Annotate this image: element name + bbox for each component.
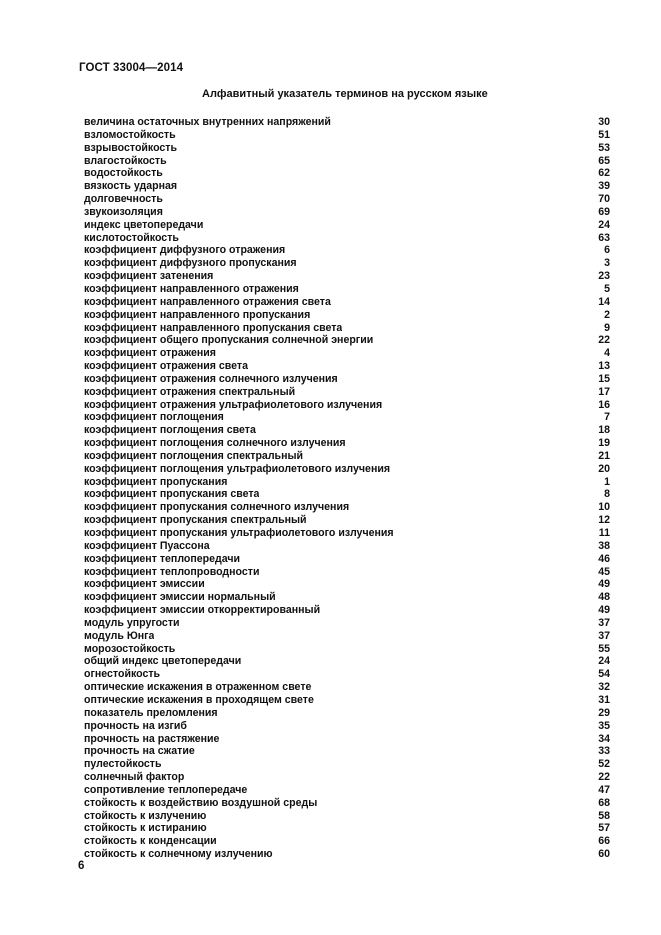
term-page-ref: 2 <box>604 308 610 321</box>
term-page-ref: 9 <box>604 321 610 334</box>
index-entry <box>84 219 610 232</box>
index-entry <box>84 206 610 219</box>
term-name: коэффициент поглощения ультрафиолетового излучения <box>84 462 391 475</box>
term-name: величина остаточных внутренних напряжений <box>84 116 331 128</box>
term-page-ref: 66 <box>598 835 610 848</box>
term-name: стойкость к излучению <box>84 809 207 822</box>
term-page-ref: 70 <box>598 193 610 206</box>
term-name: стойкость к воздействию воздушной среды <box>84 796 318 809</box>
term-name: модуль Юнга <box>84 629 155 642</box>
term-name: коэффициент теплопроводности <box>84 565 260 578</box>
term-name: прочность на изгиб <box>84 719 187 732</box>
term-page-ref: 46 <box>598 552 610 565</box>
term-name: коэффициент отражения солнечного излучения <box>84 372 338 385</box>
term-page-ref: 15 <box>598 372 610 385</box>
term-name: модуль упругости <box>84 616 180 629</box>
term-name: стойкость к конденсации <box>84 835 217 848</box>
term-page-ref: 55 <box>598 642 610 655</box>
term-page-ref: 62 <box>598 167 610 180</box>
term-page-ref: 17 <box>598 385 610 398</box>
term-name: общий индекс цветопередачи <box>84 655 242 668</box>
term-page-ref: 63 <box>598 231 610 244</box>
index-entry <box>84 527 610 540</box>
term-page-ref: 65 <box>598 154 610 167</box>
term-page-ref: 49 <box>598 604 610 617</box>
term-page-ref: 38 <box>598 539 610 552</box>
term-name: коэффициент направленного отражения <box>84 282 299 295</box>
term-name: морозостойкость <box>84 642 176 655</box>
term-page-ref: 35 <box>598 719 610 732</box>
term-name: взломостойкость <box>84 128 176 141</box>
index-entry <box>84 501 610 514</box>
term-name: коэффициент поглощения <box>84 411 224 424</box>
index-entry <box>84 476 610 489</box>
term-name: показатель преломления <box>84 706 218 719</box>
term-name: коэффициент пропускания спектральный <box>84 514 307 527</box>
term-page-ref: 48 <box>598 591 610 604</box>
term-page-ref: 39 <box>598 180 610 193</box>
term-name: огнестойкость <box>84 668 161 681</box>
index-entry <box>84 424 610 437</box>
index-entry <box>84 167 610 180</box>
index-entry <box>84 733 610 746</box>
term-page-ref: 69 <box>598 205 610 218</box>
index-entry <box>84 373 610 386</box>
term-page-ref: 3 <box>604 257 610 270</box>
index-entry <box>84 488 610 501</box>
term-page-ref: 8 <box>604 488 610 501</box>
term-page-ref: 5 <box>604 282 610 295</box>
term-page-ref: 14 <box>598 295 610 308</box>
term-page-ref: 33 <box>598 745 610 758</box>
term-page-ref: 31 <box>598 693 610 706</box>
index-entry <box>84 296 610 309</box>
index-entry <box>84 668 610 681</box>
index-entry <box>84 309 610 322</box>
index-entry <box>84 463 610 476</box>
index-entry <box>84 232 610 245</box>
index-entry <box>84 848 610 861</box>
term-page-ref: 30 <box>598 116 610 128</box>
index-entry <box>84 720 610 733</box>
term-page-ref: 34 <box>598 732 610 745</box>
term-name: коэффициент отражения <box>84 347 216 360</box>
index-entry <box>84 155 610 168</box>
index-entry <box>84 604 610 617</box>
term-name: пулестойкость <box>84 758 162 771</box>
term-name: вязкость ударная <box>84 180 178 193</box>
terms-index-list <box>84 116 610 861</box>
term-name: прочность на растяжение <box>84 732 220 745</box>
index-entry <box>84 411 610 424</box>
term-page-ref: 37 <box>598 616 610 629</box>
index-entry <box>84 540 610 553</box>
index-entry <box>84 694 610 707</box>
term-name: кислотостойкость <box>84 231 179 244</box>
term-name: коэффициент пропускания ультрафиолетового излучения <box>84 527 394 539</box>
term-name: коэффициент теплопередачи <box>84 552 241 565</box>
index-entry <box>84 244 610 257</box>
index-entry <box>84 822 610 835</box>
index-entry <box>84 283 610 296</box>
index-entry <box>84 399 610 412</box>
term-name: коэффициент отражения света <box>84 360 248 373</box>
term-page-ref: 19 <box>598 437 610 450</box>
index-entry <box>84 347 610 360</box>
term-page-ref: 60 <box>598 848 610 861</box>
index-entry <box>84 784 610 797</box>
term-name: коэффициент Пуассона <box>84 539 210 552</box>
index-entry <box>84 617 610 630</box>
index-entry <box>84 797 610 810</box>
term-page-ref: 16 <box>598 398 610 411</box>
term-name: коэффициент диффузного пропускания <box>84 257 297 270</box>
term-name: оптические искажения в проходящем свете <box>84 693 314 706</box>
page-number: 6 <box>78 860 85 872</box>
term-page-ref: 20 <box>598 462 610 475</box>
term-page-ref: 18 <box>598 424 610 437</box>
term-page-ref: 58 <box>598 809 610 822</box>
term-name: коэффициент пропускания <box>84 475 228 488</box>
index-entry <box>84 514 610 527</box>
index-entry <box>84 745 610 758</box>
index-entry <box>84 437 610 450</box>
index-entry <box>84 591 610 604</box>
index-entry <box>84 334 610 347</box>
document-code: ГОСТ 33004—2014 <box>79 62 184 74</box>
term-name: коэффициент пропускания солнечного излучения <box>84 501 350 514</box>
term-name: звукоизоляция <box>84 205 163 218</box>
index-entry <box>84 116 610 129</box>
term-name: коэффициент направленного пропускания <box>84 308 311 321</box>
term-name: коэффициент эмиссии нормальный <box>84 591 276 604</box>
index-entry <box>84 707 610 720</box>
term-name: коэффициент направленного пропускания света <box>84 321 343 334</box>
term-name: коэффициент направленного отражения света <box>84 295 331 308</box>
term-page-ref: 1 <box>604 475 610 488</box>
term-page-ref: 54 <box>598 668 610 681</box>
term-page-ref: 68 <box>598 796 610 809</box>
index-entry <box>84 270 610 283</box>
index-entry <box>84 630 610 643</box>
term-page-ref: 11 <box>598 527 610 539</box>
term-page-ref: 57 <box>598 822 610 835</box>
index-entry <box>84 322 610 335</box>
term-name: взрывостойкость <box>84 141 178 154</box>
term-name: коэффициент диффузного отражения <box>84 244 286 257</box>
term-page-ref: 7 <box>604 411 610 424</box>
index-entry <box>84 450 610 463</box>
index-entry <box>84 771 610 784</box>
term-name: сопротивление теплопередаче <box>84 783 248 796</box>
term-name: индекс цветопередачи <box>84 218 204 231</box>
index-entry <box>84 758 610 771</box>
term-name: коэффициент отражения спектральный <box>84 385 296 398</box>
term-page-ref: 12 <box>598 514 610 527</box>
index-entry <box>84 643 610 656</box>
term-page-ref: 47 <box>598 783 610 796</box>
term-page-ref: 29 <box>598 706 610 719</box>
index-entry <box>84 553 610 566</box>
term-page-ref: 24 <box>598 218 610 231</box>
term-name: коэффициент затенения <box>84 270 214 283</box>
index-entry <box>84 566 610 579</box>
index-entry <box>84 360 610 373</box>
term-name: коэффициент поглощения света <box>84 424 256 437</box>
index-entry <box>84 257 610 270</box>
term-name: коэффициент поглощения спектральный <box>84 449 304 462</box>
term-page-ref: 22 <box>598 334 610 347</box>
term-page-ref: 13 <box>598 360 610 373</box>
index-entry <box>84 810 610 823</box>
term-name: коэффициент эмиссии <box>84 578 205 591</box>
term-name: влагостойкость <box>84 154 167 167</box>
term-name: солнечный фактор <box>84 771 185 784</box>
term-name: коэффициент эмиссии откорректированный <box>84 604 321 617</box>
term-name: водостойкость <box>84 167 163 180</box>
term-name: стойкость к солнечному излучению <box>84 848 273 861</box>
index-entry <box>84 655 610 668</box>
term-name: долговечность <box>84 193 163 206</box>
term-name: коэффициент поглощения солнечного излучения <box>84 437 346 450</box>
index-entry <box>84 681 610 694</box>
term-page-ref: 32 <box>598 681 610 694</box>
term-name: прочность на сжатие <box>84 745 195 758</box>
index-entry <box>84 180 610 193</box>
term-name: коэффициент общего пропускания солнечной энергии <box>84 334 374 347</box>
index-title: Алфавитный указатель терминов на русском языке <box>202 88 488 100</box>
term-name: стойкость к истиранию <box>84 822 207 835</box>
term-page-ref: 45 <box>598 565 610 578</box>
term-page-ref: 37 <box>598 629 610 642</box>
index-entry <box>84 835 610 848</box>
term-page-ref: 53 <box>598 141 610 154</box>
index-entry <box>84 193 610 206</box>
term-page-ref: 24 <box>598 655 610 668</box>
term-name: оптические искажения в отраженном свете <box>84 681 312 694</box>
term-name: коэффициент пропускания света <box>84 488 260 501</box>
term-page-ref: 4 <box>604 347 610 360</box>
term-page-ref: 49 <box>598 578 610 591</box>
term-page-ref: 51 <box>598 128 610 141</box>
index-entry <box>84 129 610 142</box>
term-page-ref: 6 <box>604 244 610 257</box>
term-page-ref: 21 <box>598 449 610 462</box>
index-entry <box>84 142 610 155</box>
term-page-ref: 23 <box>598 270 610 283</box>
term-page-ref: 22 <box>598 771 610 784</box>
term-name: коэффициент отражения ультрафиолетового излучения <box>84 398 383 411</box>
term-page-ref: 52 <box>598 758 610 771</box>
term-page-ref: 10 <box>598 501 610 514</box>
index-entry <box>84 386 610 399</box>
index-entry <box>84 578 610 591</box>
